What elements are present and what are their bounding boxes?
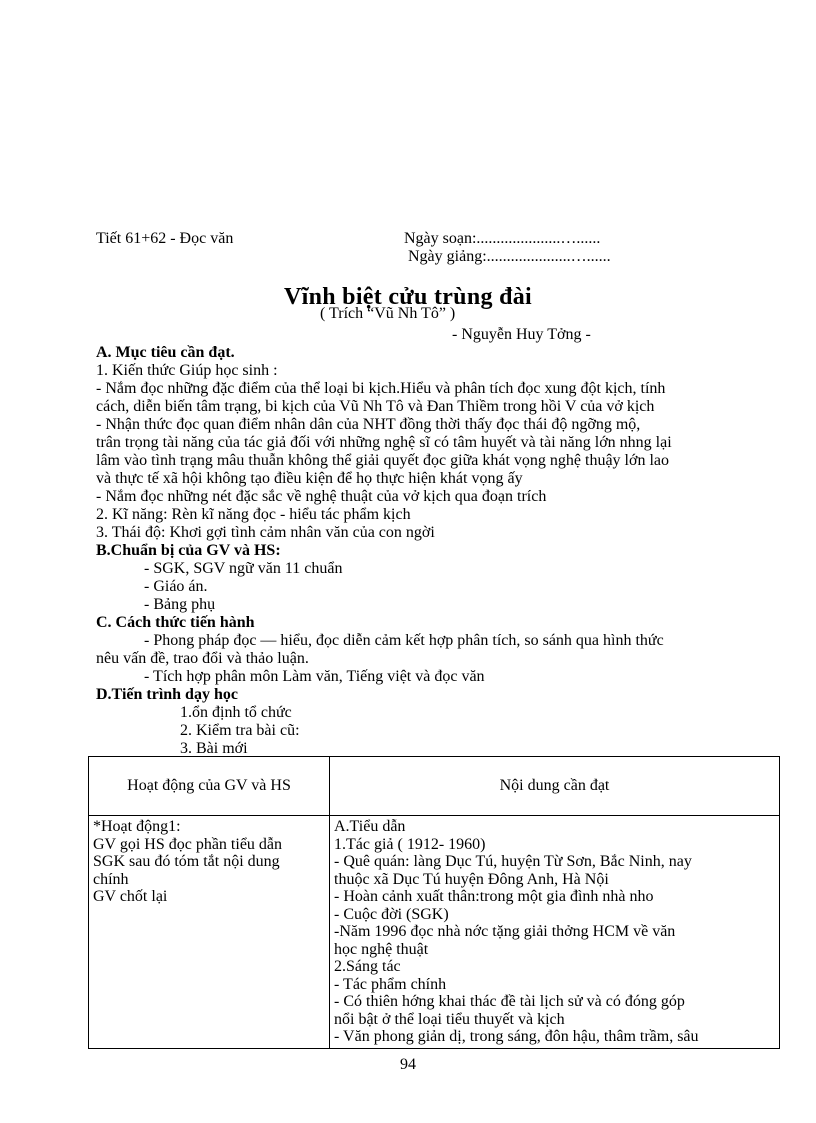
section-a1-line: cách, diễn biến tâm trạng, bi kịch của Vũ Nh Tô và Đan Thiềm trong hồi V của vở kịch [96, 398, 655, 415]
cell-line: GV gọi HS đọc phần tiểu dẫn [93, 835, 283, 853]
section-b-item: - Giáo án. [144, 578, 208, 595]
section-d-item: 1.ổn định tổ chức [180, 704, 292, 721]
section-d-item: 2. Kiểm tra bài cũ: [180, 722, 300, 739]
cell-line: - Tác phẩm chính [334, 975, 447, 993]
date-prepared: Ngày soạn:.....................…...... [404, 230, 601, 247]
table-header-row [89, 757, 780, 816]
author-line: - Nguyễn Huy Tởng - [452, 326, 591, 343]
cell-line: SGK sau đó tóm tắt nội dung [93, 853, 280, 870]
section-a3: 3. Thái độ: Khơi gợi tình cảm nhân văn của con ngời [96, 524, 435, 541]
section-c-line: - Tích hợp phân môn Làm văn, Tiếng việt và đọc văn [144, 668, 485, 685]
cell-line: thuộc xã Dục Tú huyện Đông Anh, Hà Nội [334, 870, 609, 888]
cell-line: - Cuộc đời (SGK) [334, 905, 449, 923]
content-cell [330, 816, 780, 1049]
cell-line: 2.Sáng tác [334, 958, 401, 975]
section-c-line: - Phong pháp đọc — hiểu, đọc diễn cảm kết hợp phân tích, so sánh qua hình thức [144, 632, 664, 649]
cell-line: *Hoạt động1: [93, 818, 181, 835]
section-b-heading: B.Chuẩn bị của GV và HS: [96, 542, 281, 559]
page-number: 94 [400, 1056, 416, 1073]
section-c-line: nêu vấn đề, trao đổi và thảo luận. [96, 650, 309, 667]
cell-line: A.Tiểu dẫn [334, 818, 406, 835]
cell-line: GV chốt lại [93, 888, 168, 905]
cell-line: - Quê quán: làng Dục Tú, huyện Từ Sơn, Bắc Ninh, nay [334, 853, 692, 870]
section-a1-line: - Nhận thức đọc quan điểm nhân dân của NHT đồng thời thấy đọc thái độ ngỡng mộ, [96, 416, 641, 433]
cell-line: 1.Tác giả ( 1912- 1960) [334, 835, 486, 853]
cell-line: học nghệ thuật [334, 940, 429, 958]
cell-line: nổi bật ở thể loại tiểu thuyết và kịch [334, 1010, 565, 1028]
section-b-item: - Bảng phụ [144, 596, 216, 613]
cell-line: - Có thiên hớng khai thác đề tài lịch sử và có đóng góp [334, 993, 685, 1010]
section-a1-line: - Nắm đọc những đặc điểm của thể loại bi kịch.Hiểu và phân tích đọc xung đột kịch, tính [96, 380, 666, 397]
page-title: Vĩnh biệt cửu trùng đài [283, 284, 532, 310]
section-d-heading: D.Tiến trình dạy học [96, 686, 238, 703]
lesson-label: Tiết 61+62 - Đọc văn [96, 230, 234, 247]
section-b-item: - SGK, SGV ngữ văn 11 chuẩn [144, 560, 343, 577]
subtitle: ( Trích “Vũ Nh Tô” ) [320, 305, 456, 322]
section-a1: 1. Kiến thức Giúp học sinh : [96, 362, 278, 379]
col-header-activities: Hoạt động của GV và HS [89, 757, 330, 816]
section-c-heading: C. Cách thức tiến hành [96, 614, 255, 631]
section-a-heading: A. Mục tiêu cần đạt. [96, 344, 235, 361]
section-d-item: 3. Bài mới [180, 740, 248, 757]
cell-line: - Hoàn cảnh xuất thân:trong một gia đình nhà nho [334, 888, 654, 905]
cell-line: chính [93, 870, 129, 888]
section-a1-line: - Nắm đọc những nét đặc sắc về nghệ thuật của vở kịch qua đoạn trích [96, 488, 547, 505]
table-row [89, 816, 780, 1049]
lesson-table [88, 756, 780, 1049]
col-header-content: Nội dung cần đạt [330, 757, 780, 816]
cell-line: -Năm 1996 đọc nhà nớc tặng giải thởng HCM về văn [334, 923, 676, 940]
section-a1-line: lâm vào tình trạng mâu thuẫn không thể giải quyết đọc giữa khát vọng nghệ thuậy lớn lao [96, 452, 670, 469]
section-a1-line: và thực tế xã hội không tạo điều kiện để họ thực hiện khát vọng ấy [96, 470, 523, 487]
section-a1-line: trân trọng tài năng của tác giả đối với những nghệ sĩ có tâm huyết và tài năng lớn nhng lại [96, 434, 672, 451]
activities-cell [89, 816, 330, 1049]
cell-line: - Văn phong giản dị, trong sáng, đôn hậu, thâm trầm, sâu [334, 1028, 699, 1045]
section-a2: 2. Kĩ năng: Rèn kĩ năng đọc - hiểu tác phẩm kịch [96, 506, 411, 523]
date-taught: Ngày giảng:.....................…...... [408, 248, 611, 265]
